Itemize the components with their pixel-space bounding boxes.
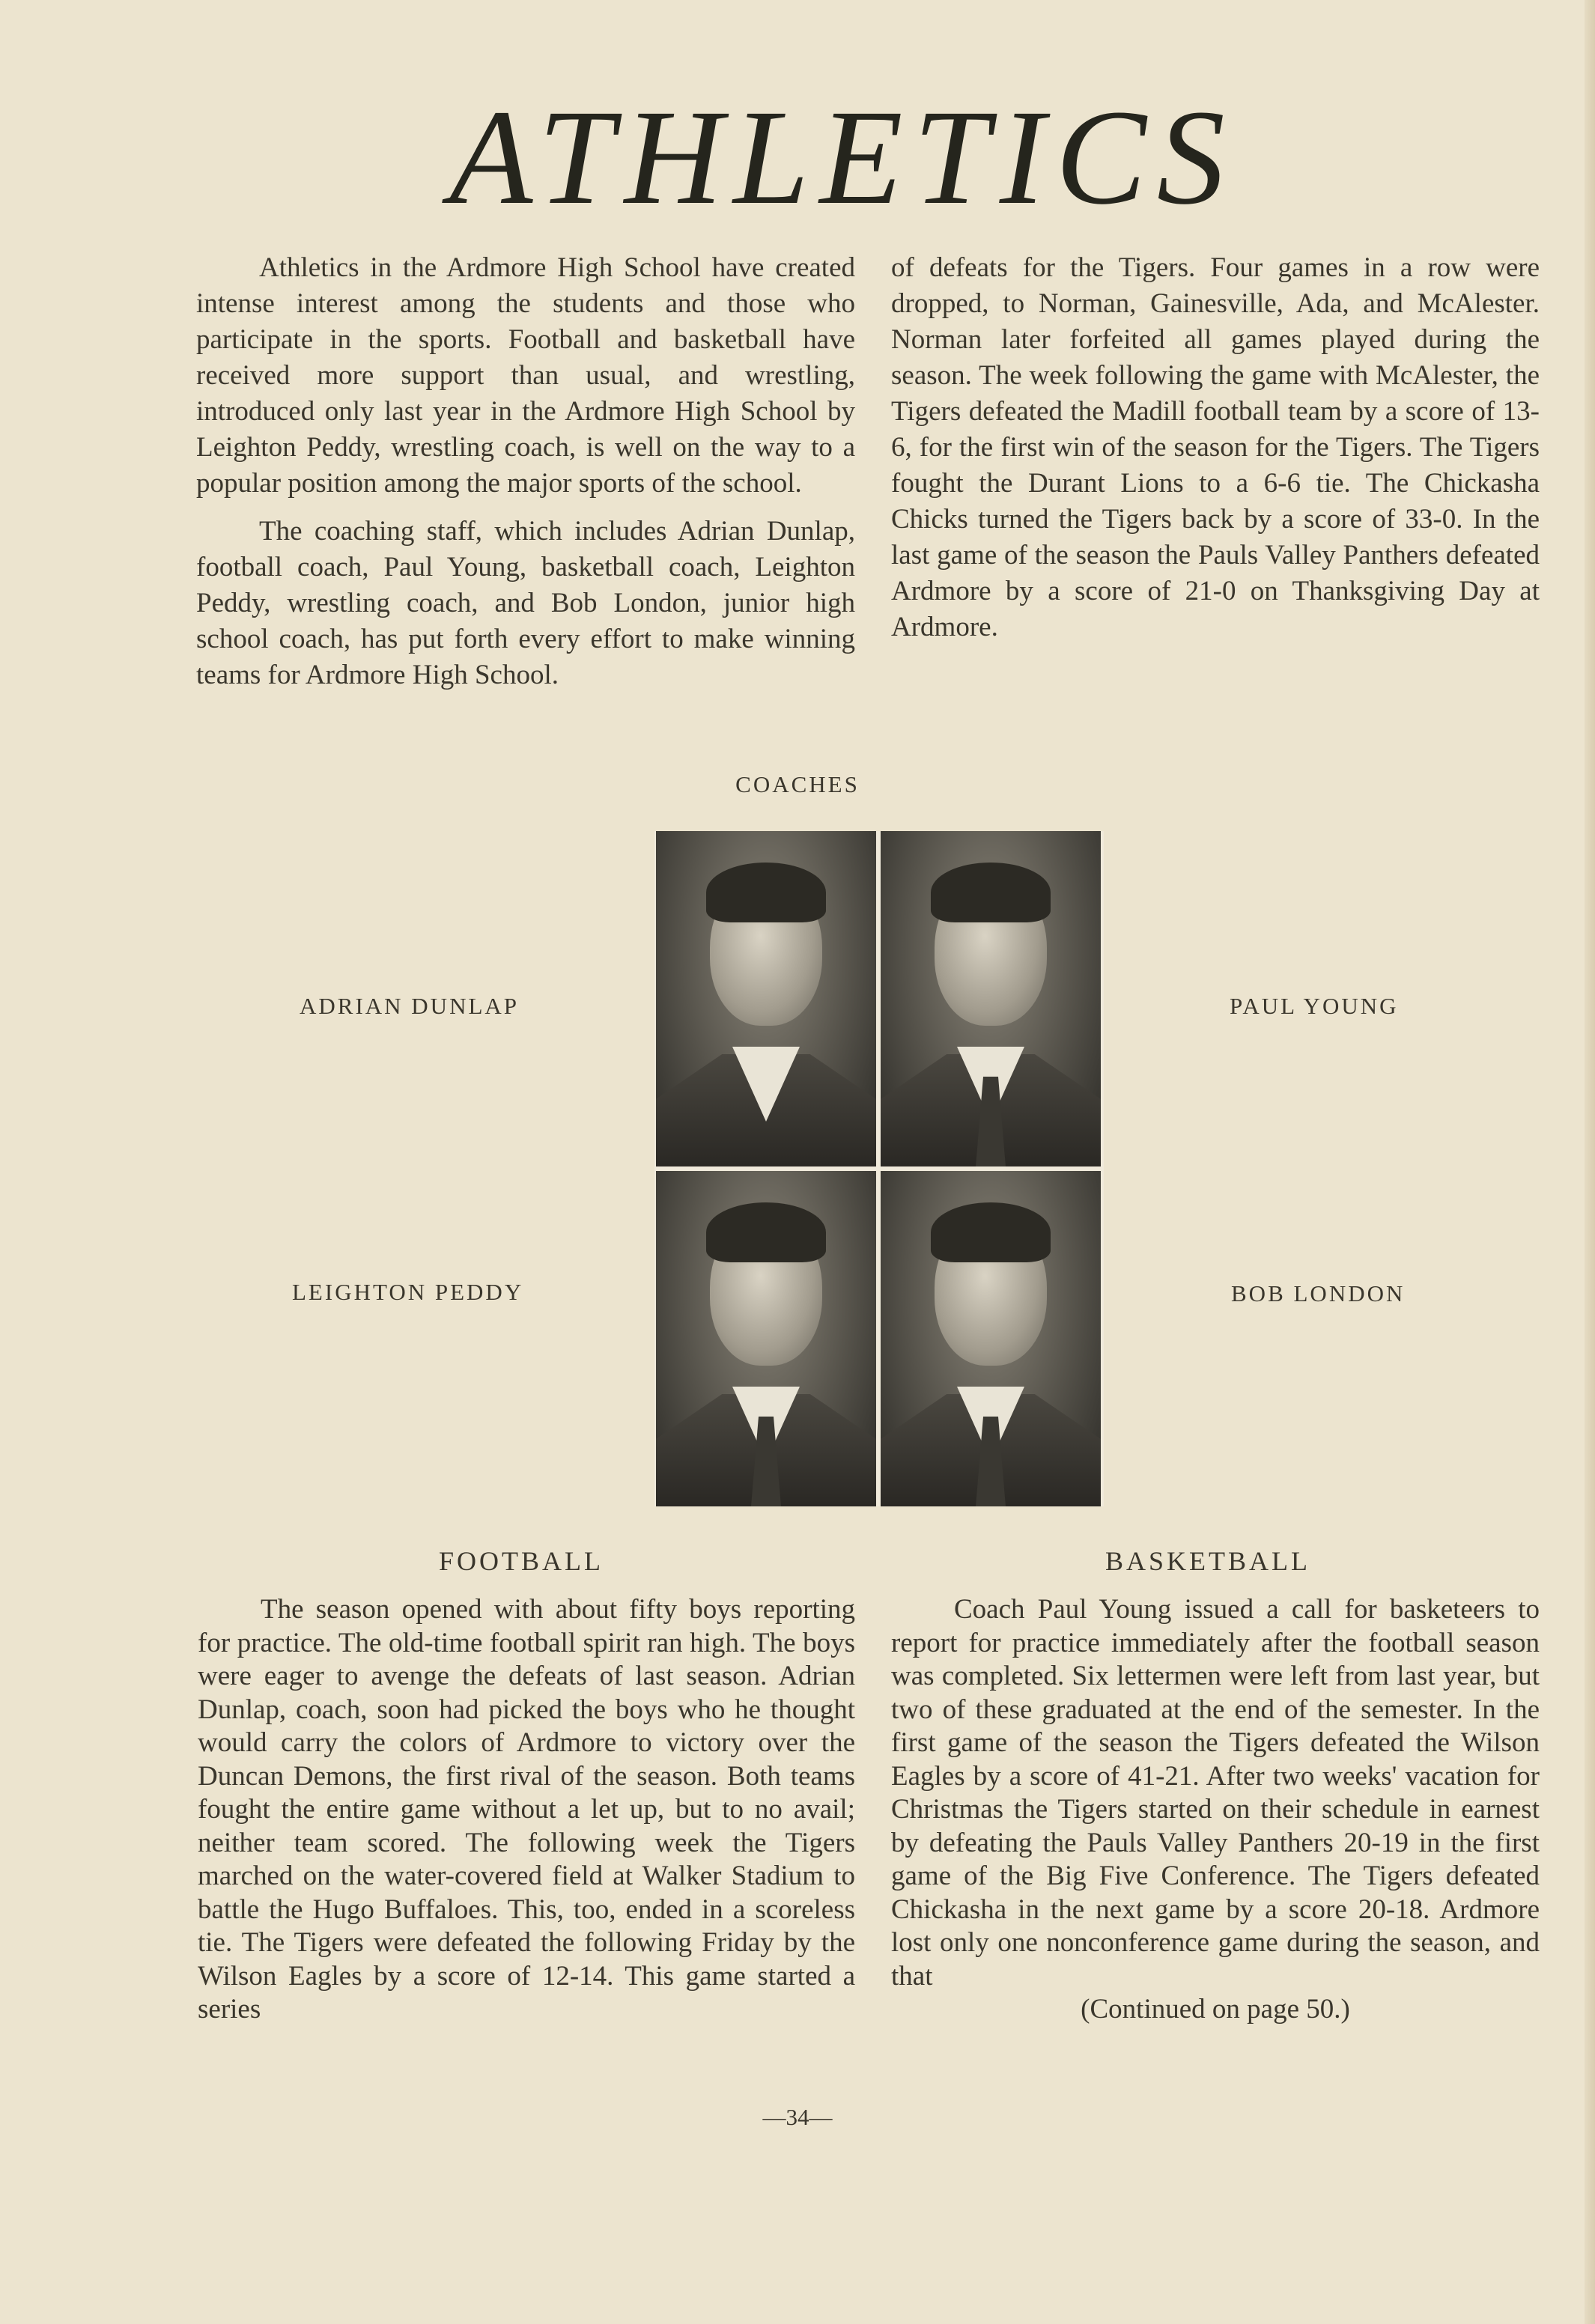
basketball-text: Coach Paul Young issued a call for basketeers to report for practice immediately after the football season was completed. Six lettermen were left from last year, but two of these graduated at the end of the semester. In the first game of the season the Tigers defeated the Wilson Eagles by a score of 41-21. After two weeks' vacation for Christmas the Tigers started on their schedule in earnest by defeating the Pauls Valley Panthers 20-19 in the first game of the Big Five Conference. The Tigers defeated Chickasha in the next game by a score 20-18. Ardmore lost only one nonconference game during the season, and that — [891, 1594, 1540, 1992]
intro-left-column — [196, 250, 855, 705]
hair-shape — [931, 1202, 1051, 1262]
coach-photo-bob-london — [881, 1171, 1101, 1506]
coach-name-leighton-peddy: LEIGHTON PEDDY — [292, 1279, 524, 1305]
continued-note: (Continued on page 50.) — [1081, 1994, 1350, 2025]
hair-shape — [706, 863, 826, 922]
intro-paragraph: The coaching staff, which includes Adrian Dunlap, football coach, Paul Young, basketball coach, Leighton Peddy, wrestling coach, and Bob London, junior high school coach, has put forth every effort to make winning teams for Ardmore High School. — [196, 516, 855, 690]
page-number: —34— — [762, 2104, 833, 2130]
coach-name-paul-young: PAUL YOUNG — [1230, 993, 1399, 1019]
hair-shape — [706, 1202, 826, 1262]
page-title: ATHLETICS — [449, 82, 1236, 233]
hair-shape — [931, 863, 1051, 922]
coaches-photo-grid — [654, 831, 1104, 1506]
intro-continuation: of defeats for the Tigers. Four games in a row were dropped, to Norman, Gainesville, Ada, and McAlester. Norman later forfeited all games played during the season. The week following the game with McAlester, the Tigers defeated the Madill football team by a score of 13-6, for the first win of the season for the Tigers. The Tigers fought the Durant Lions to a 6-6 tie. The Chickasha Chicks turned the Tigers back by a score of 33-0. In the last game of the season the Pauls Valley Panthers defeated Ardmore by a score of 21-0 on Thanksgiving Day at Ardmore. — [891, 252, 1540, 642]
basketball-heading: BASKETBALL — [1105, 1546, 1310, 1576]
coach-photo-paul-young — [881, 831, 1101, 1166]
basketball-column — [891, 1593, 1540, 2027]
coach-photo-leighton-peddy — [656, 1171, 876, 1506]
coaches-heading: COACHES — [735, 771, 860, 797]
football-text: The season opened with about fifty boys reporting for practice. The old-time football spirit ran high. The boys were eager to avenge the defeats of last season. Adrian Dunlap, coach, soon had picked the boys who he thought would carry the colors of Ardmore to victory over the Duncan Demons, the first rival of the season. Both teams fought the entire game without a let up, but to no avail; neither team scored. The following week the Tigers marched on the water-covered field at Walker Stadium to battle the Hugo Buffaloes. This, too, ended in a scoreless tie. The Tigers were defeated the following Friday by the Wilson Eagles by a score of 12-14. This game started a series — [198, 1594, 855, 2025]
coach-name-bob-london: BOB LONDON — [1231, 1280, 1406, 1307]
intro-paragraph: Athletics in the Ardmore High School have created intense interest among the students and those who participate in the sports. Football and basketball have received more support than usual, and wrestling, introduced only last year in the Ardmore High School by Leighton Peddy, wrestling coach, is well on the way to a popular position among the major sports of the school. — [196, 252, 855, 499]
page-edge — [1585, 0, 1595, 2324]
coach-photo-adrian-dunlap — [656, 831, 876, 1166]
football-heading: FOOTBALL — [439, 1546, 604, 1576]
football-column — [198, 1593, 855, 2039]
intro-right-column — [891, 250, 1540, 657]
coach-name-adrian-dunlap: ADRIAN DUNLAP — [300, 993, 520, 1019]
